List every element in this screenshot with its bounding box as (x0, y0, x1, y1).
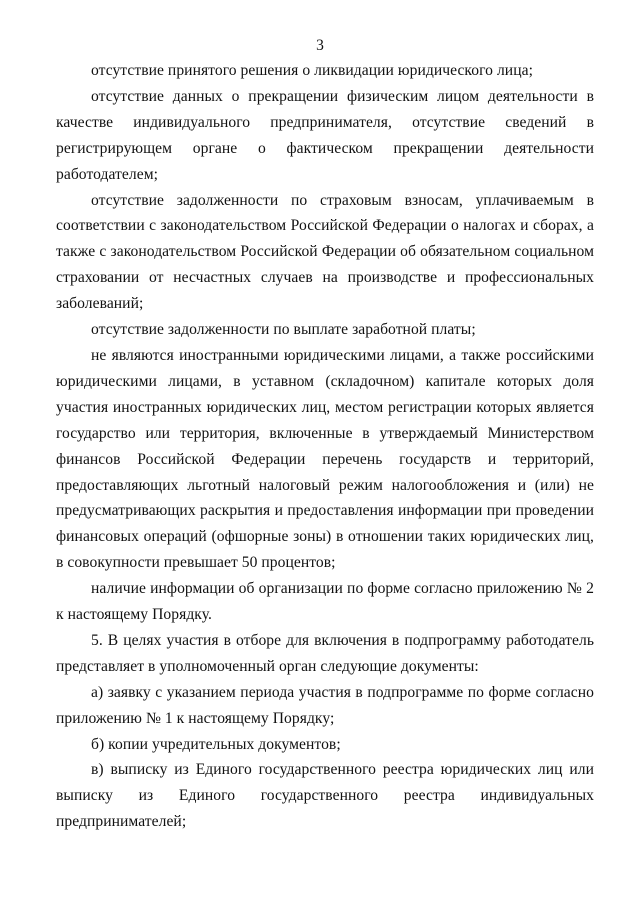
paragraph-no-termination: отсутствие данных о прекращении физическим лицом деятельности в качестве индивидуального предпринимателя, отсутствие сведений в регистрирующем органе о фактическом прекращении деятельности работодателем; (56, 87, 594, 183)
paragraph-item-b: б) копии учредительных документов; (91, 735, 341, 753)
paragraph-not-foreign-entity: не являются иностранными юридическими лицами, а также российскими юридическими лицами, в уставном (складочном) капитале которых доля участия иностранных юридических лиц, местом регистрации которых является государство или территория, включенные в утверждаемый Министерством финансов Российской Федерации перечень государств и территорий, предоставляющих льготный налоговый режим налогообложения и (или) не предусматривающих раскрытия и предоставления информации при проведении финансовых операций (офшорные зоны) в отношении таких юридических лиц, в совокупности превышает 50 процентов; (56, 346, 594, 572)
paragraph-organization-info: наличие информации об организации по форме согласно приложению № 2 к настоящему Порядку. (56, 580, 594, 624)
paragraph-no-insurance-debt: отсутствие задолженности по страховым взносам, уплачиваемым в соответствии с законодательством Российской Федерации о налогах и сборах, а также с законодательством Российской Федерации об обязательном социальном страховании от несчастных случаев на производстве и профессиональных заболеваний; (56, 191, 594, 313)
document-body (56, 58, 594, 835)
paragraph-no-salary-debt: отсутствие задолженности по выплате заработной платы; (91, 321, 476, 339)
paragraph-item-v: в) выписку из Единого государственного реестра юридических лиц или выписку из Единого государственного реестра индивидуальных предпринимателей; (56, 761, 594, 831)
paragraph-item-a: а) заявку с указанием периода участия в подпрограмме по форме согласно приложению № 1 к настоящему Порядку; (56, 683, 594, 727)
page-number: 3 (316, 37, 324, 54)
paragraph-clause-5: 5. В целях участия в отборе для включения в подпрограмму работодатель представляет в уполномоченный орган следующие документы: (56, 631, 594, 675)
paragraph-no-liquidation: отсутствие принятого решения о ликвидации юридического лица; (91, 62, 533, 79)
